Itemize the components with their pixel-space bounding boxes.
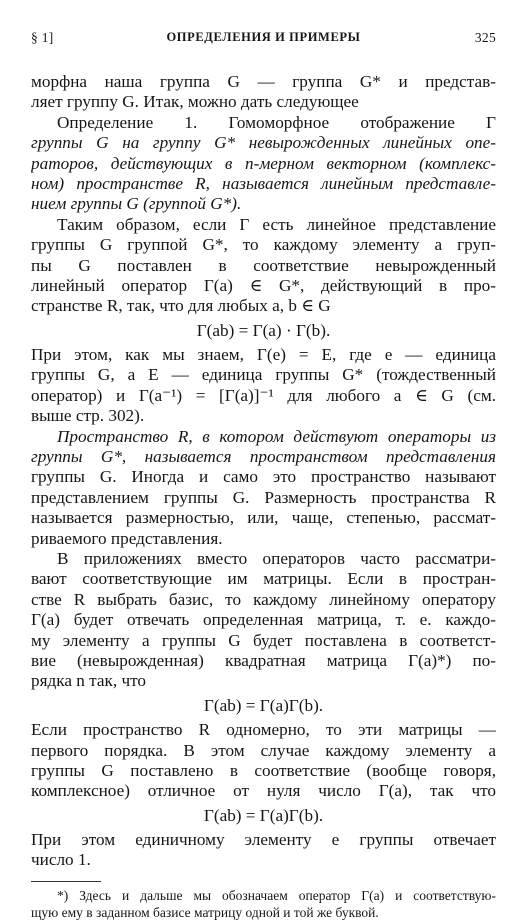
page-body [31,72,496,921]
text-line: Если пространство R одномерно, то эти матрицы — [31,720,496,740]
text-line: странстве R, так, что для любых a, b ∈ G [31,296,331,316]
definition-line: ном) пространстве R, называется линейным представле- [31,173,496,193]
definition-line: группы G на группу G* невырожденных линейных опе- [31,133,496,153]
text-line: группы G группой G*, то каждому элементу a груп- [31,235,496,255]
text-line: В приложениях вместо операторов часто рассматри- [57,548,496,568]
page-number: 325 [474,30,496,45]
text-line: группы G, а E — единица группы G* (тождественный [31,365,496,385]
text-line: При этом единичному элементу e группы отвечает [31,830,496,850]
text-line: Γ(a) будет отвечать определенная матрица, т. е. каждо- [31,610,496,630]
text-line: пы G поставлен в соответствие невырожденный [31,255,496,275]
text-line: вают соответствующие им матрицы. Если в простран- [31,569,496,589]
text-line: группы G*, называется пространством представления [31,447,496,467]
text-line: представлением группы G. Размерность пространства R [31,487,496,507]
text-line: вие (невырожденная) квадратная матрица Γ(a)*) по- [31,650,496,670]
text-line: Пространство R, в котором действуют операторы из [57,426,496,446]
text-line: рядка n так, что [31,671,146,691]
footnote-line: щую ему в заданном базисе матрицу одной и той же буквой. [31,904,379,920]
text-line: Таким образом, если Γ есть линейное представление [57,214,496,234]
formula: Γ(ab) = Γ(a) · Γ(b). [196,320,331,340]
text-line: число 1. [31,850,91,870]
text-line: линейный оператор Γ(a) ∈ G*, действующий в про- [31,275,496,295]
text-line: му элементу a группы G будет поставлена в соответст- [31,630,496,650]
definition-line: нием группы G (группой G*). [31,194,242,214]
text-line: стве R выбрать базис, то каждому линейному оператору [31,589,496,609]
running-title: ОПРЕДЕЛЕНИЯ И ПРИМЕРЫ [166,30,361,44]
text-line: комплексное) отличное от нуля число Γ(a), так что [31,781,496,801]
text-line: группы G. Иногда и само это пространство называют [31,467,496,487]
definition-line: Определение 1. Гомоморфное отображение Γ [57,112,496,132]
text-line: морфна наша группа G — группа G* и представ- [31,72,496,91]
footnote [31,887,496,921]
text-line: оператор) и Γ(a⁻¹) = [Γ(a)]⁻¹ для любого a ∈ G (см. [31,385,496,405]
formula: Γ(ab) = Γ(a)Γ(b). [203,695,324,715]
running-header [31,30,496,46]
text-line: группы G поставлено в соответствие (вообще говоря, [31,760,496,780]
text-line: выше стр. 302). [31,406,145,426]
section-number: § 1] [31,30,54,45]
text-line: При этом, как мы знаем, Γ(e) = E, где e — единица [31,345,496,365]
text-line: первого порядка. В этом случае каждому элементу a [31,740,496,760]
formula: Γ(ab) = Γ(a)Γ(b). [203,805,324,825]
text-line: риваемого представления. [31,528,223,548]
definition-line: раторов, действующих в n-мерном векторном (комплекс- [31,153,496,173]
footnote-rule [31,881,101,882]
text-line: называется размерностью, или, чаще, степенью, рассмат- [31,508,496,528]
footnote-line: *) Здесь и дальше мы обозначаем оператор Γ(a) и соответствую- [57,887,496,903]
text-line: ляет группу G. Итак, можно дать следующее [31,92,359,112]
